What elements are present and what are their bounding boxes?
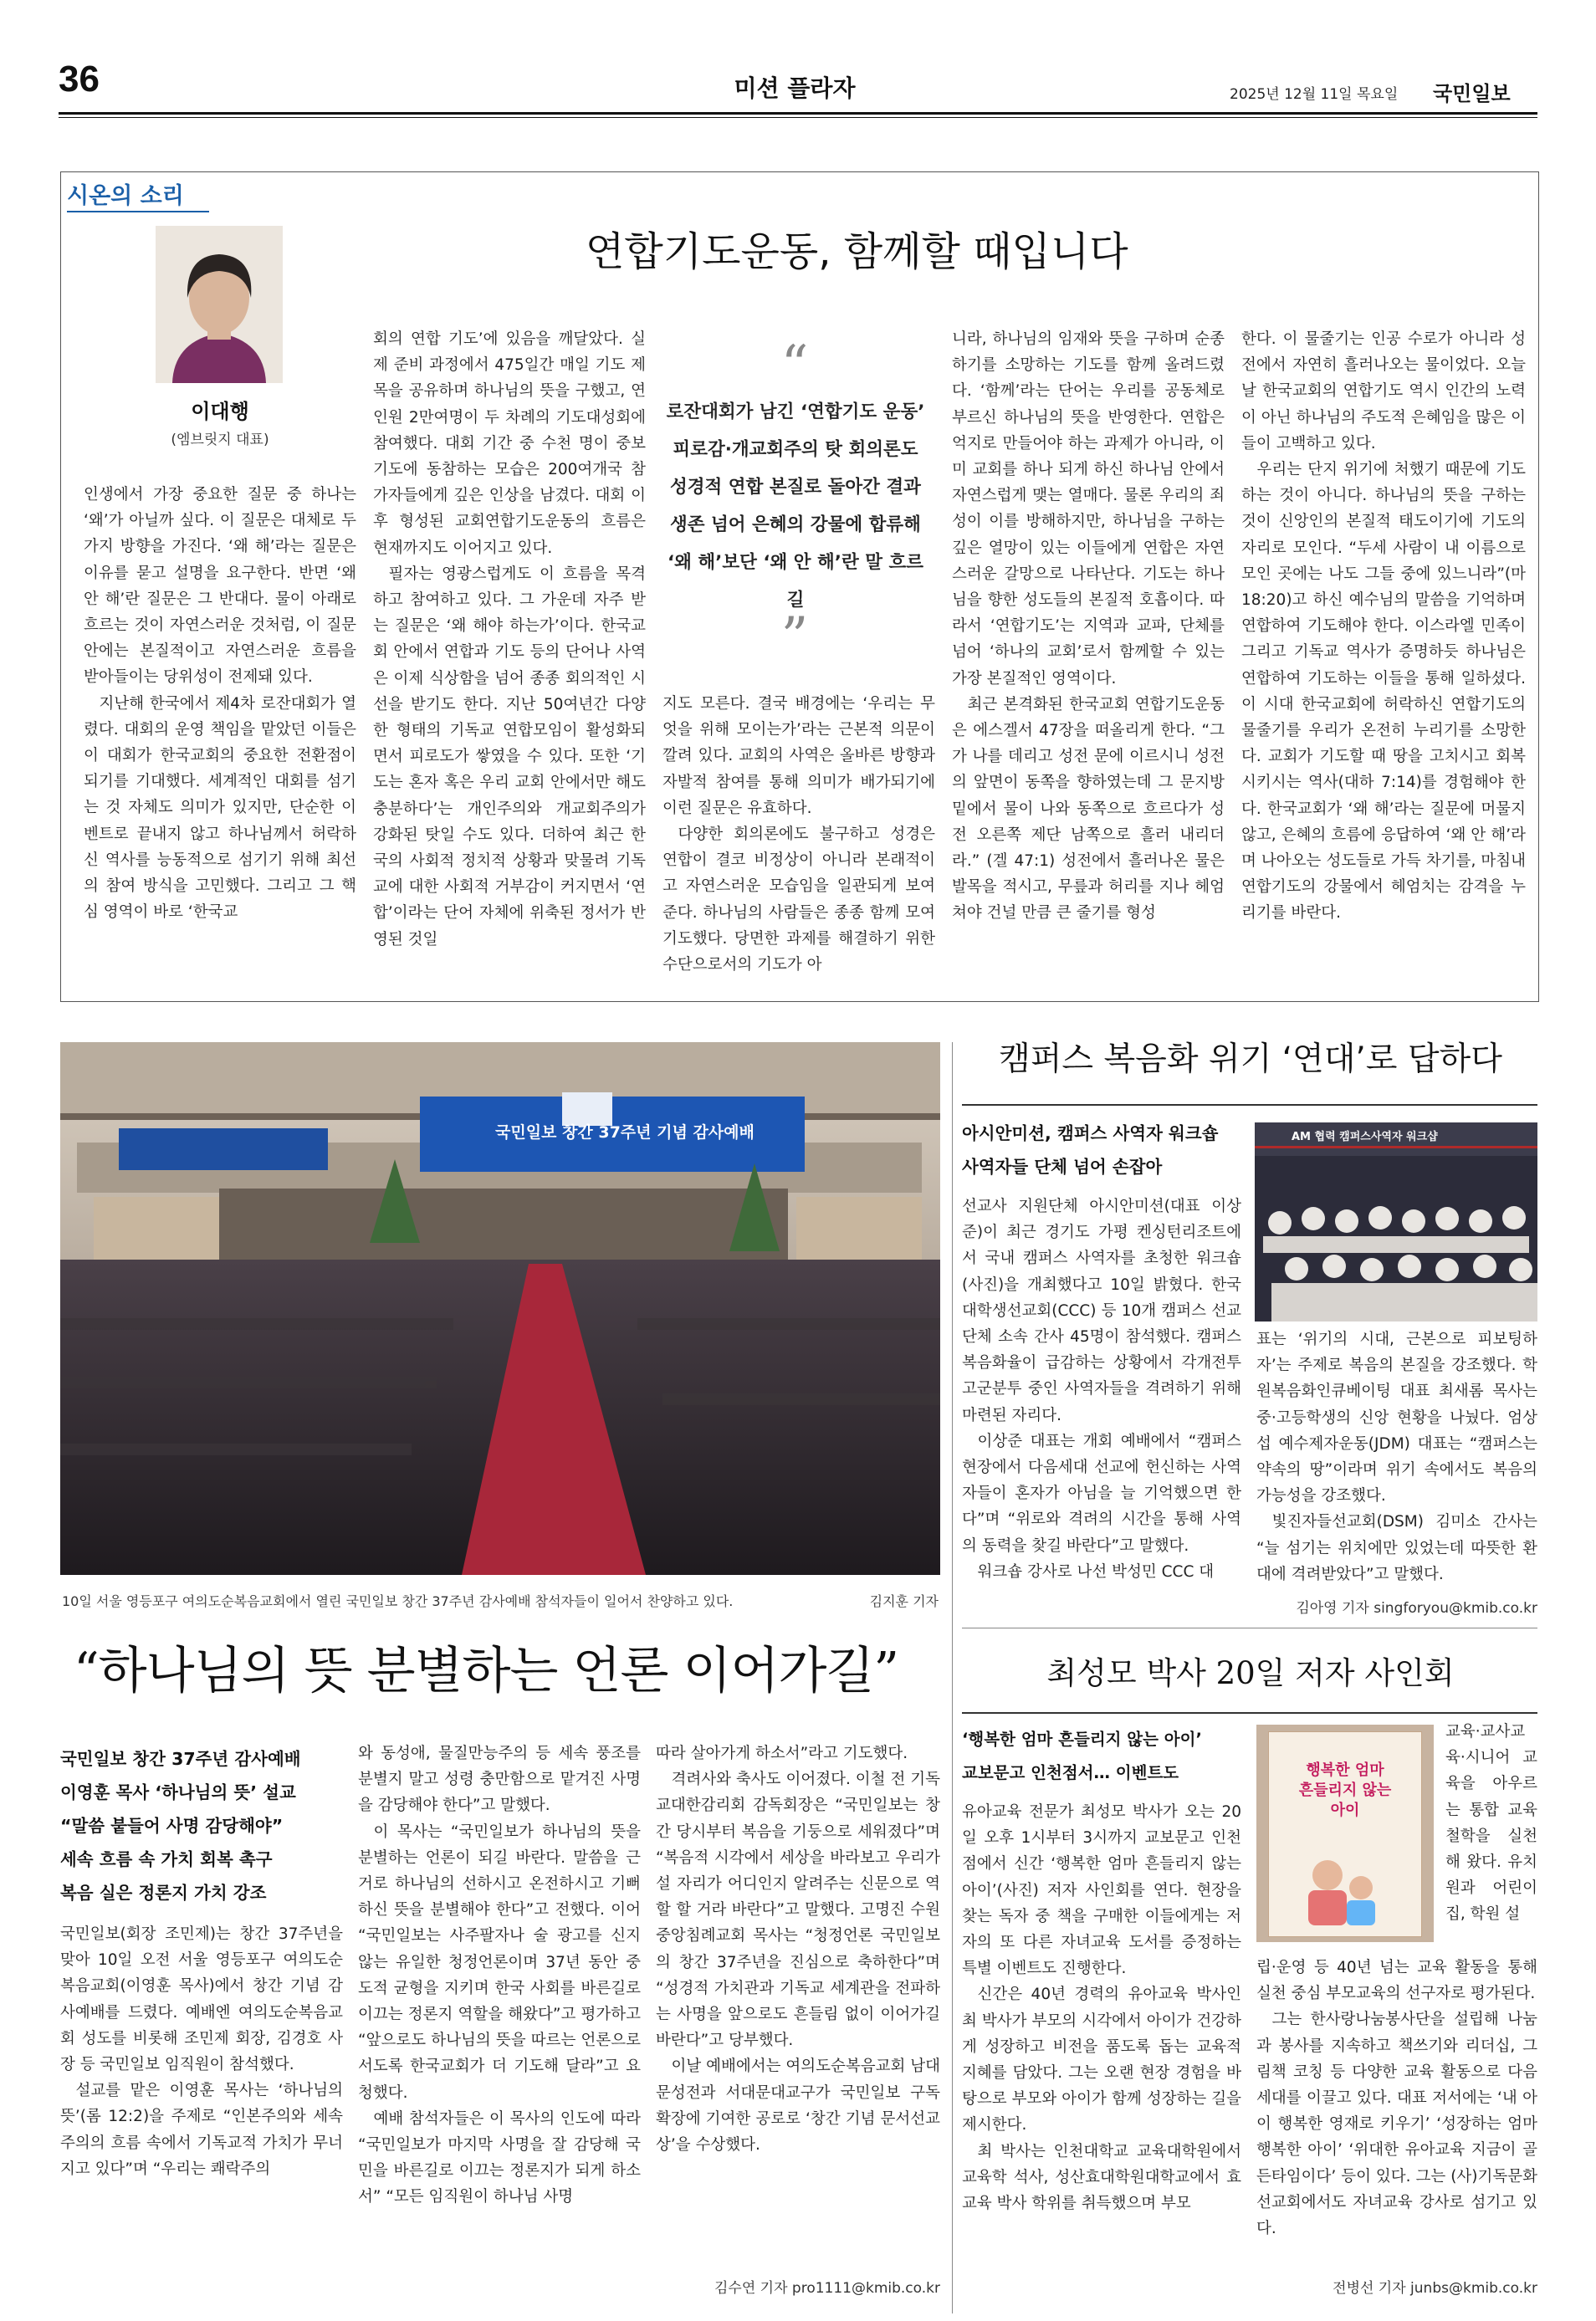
paragraph: 우리는 단지 위기에 처했기 때문에 기도하는 것이 아니다. 하나님의 뜻을 구하는 것이 신앙인의 본질적 태도이기에 기도의 자리로 모인다. “두세 사람이 내 이름으로 모인 곳에는 나도 그들 중에 있느니라”(마 18:20)고 하신 예수님의 말씀을 기억하며 연합하여 기도해야 한다. 이스라엘 민족이 그리고 기독교 역사가 증명하듯 하나님은 연합하여 기도하는 이들을 통해 일하셨다. 이 시대 한국교회에 허락하신 연합기도의 물줄기를 우리가 온전히 누리기를 소망한다. 교회가 기도할 때 땅을 고치시고 회복시키시는 역사(대하 7:14)를 경험해야 한다. 한국교회가 ‘왜 해’라는 질문에 머물지 않고, 은혜의 흐름에 응답하여 ‘왜 안 해’라며 나아오는 성도들로 가득 차기를, 마침내 연합기도의 강물에서 헤엄치는 감격을 누리기를 바란다.	[1241, 461, 1526, 923]
column-text-col3	[662, 691, 935, 990]
column-text-col1	[84, 482, 356, 990]
main-headline: “하나님의 뜻 분별하는 언론 이어가길”	[74, 1642, 899, 1700]
main-text-col1	[60, 1921, 343, 2314]
book-cover-title-2: 흔들리지 않는	[1298, 1782, 1392, 1799]
paragraph: 격려사와 축사도 이어졌다. 이철 전 기독교대한감리회 감독회장은 “국민일보는 창간 당시부터 복음을 기둥으로 세워졌다”며 “복음적 시각에서 세상을 바라보고 우리가 설 자리가 어디인지 알려주는 신문으로 역할 할 거라 바란다”고 말했다. 고명진 수원중앙침례교회 목사는 “청정언론 국민일보의 창간 37주년을 진심으로 축하한다”며 “성경적 가치관과 기독교 세계관을 전파하는 사명을 앞으로도 흔들림 없이 이어가길 바란다”고 당부했다.	[656, 1771, 940, 2050]
paragraph: 필자는 영광스럽게도 이 흐름을 목격하고 참여하고 있다. 그 가운데 자주 받는 질문은 ‘왜 해야 하는가’이다. 한국교회 안에서 연합과 기도 등의 단어나 사역은 이제 식상함을 넘어 종종 회의적인 시선을 받기도 한다. 지난 50여년간 다양한 형태의 기독교 연합모임이 활성화되면서 피로도가 쌓였을 수 있다. 또한 ‘기도는 혼자 혹은 우리 교회 안에서만 해도 충분하다’는 개인주의와 개교회주의가 강화된 탓일 수도 있다. 더하여 최근 한국의 사회적 정치적 상황과 맞물려 기독교에 대한 사회적 거부감이 커지면서 ‘연합’이라는 단어 자체에 위축된 정서가 반영된 것일	[373, 565, 646, 948]
paragraph: 최 박사는 인천대학교 교육대학원에서 교육학 석사, 성산효대학원대학교에서 효교육 박사 학위를 취득했으며 부모	[962, 2142, 1241, 2213]
paragraph: 표는 ‘위기의 시대, 근본으로 피보팅하자’는 주제로 복음의 본질을 강조했다. 학원복음화인큐베이팅 대표 최새롬 목사는 중·고등학생의 신앙 현황을 나눴다. 엄상섭 예수제자운동(JDM) 대표는 “캠퍼스는 약속의 땅”이라며 위기 속에서도 복음의 가능성을 강조했다.	[1256, 1331, 1537, 1506]
open-quote-icon: “	[780, 335, 809, 396]
paragraph: 선교사 지원단체 아시안미션(대표 이상준)이 최근 경기도 가평 켄싱턴리조트에서 국내 캠퍼스 사역자를 초청한 워크숍(사진)을 개최했다고 10일 밝혔다. 한국대학생선교회(CCC) 등 10개 캠퍼스 선교단체 소속 간사 45명이 참석했다. 캠퍼스 복음화율이 급감하는 상황에서 각개전투 고군분투 중인 사역자들을 격려하기 위해 마련된 자리다.	[962, 1198, 1241, 1424]
photo-credit: 김지훈 기자	[869, 1593, 939, 1609]
subhead: 교보문고 인천점서… 이벤트도	[962, 1763, 1179, 1782]
campus-byline: 김아영 기자 singforyou@kmib.co.kr	[1296, 1600, 1537, 1617]
page-number: 36	[59, 59, 100, 100]
paragraph: 니라, 하나님의 임재와 뜻을 구하며 순종하기를 소망하는 기도를 함께 올려드렸다. ‘함께’라는 단어는 우리를 공동체로 부르신 하나님의 뜻을 반영한다. 연합은 억지로 만들어야 하는 과제가 아니라, 이미 교회를 하나 되게 하신 하나님 안에서 자연스럽게 맺는 열매다. 물론 우리의 죄성이 이를 방해하지만, 하나님을 구하는 깊은 열망이 있는 이들에게 연합은 자연스러운 갈망으로 나타난다. 기도는 하나님을 향한 성도들의 본질적 호흡이다. 따라서 ‘연합기도’는 지역과 교파, 단체를 넘어 ‘하나의 교회’로서 함께할 수 있는 가장 본질적인 영역이다.	[952, 330, 1225, 688]
paragraph: 유아교육 전문가 최성모 박사가 오는 20일 오후 1시부터 3시까지 교보문고 인천점에서 신간 ‘행복한 엄마 흔들리지 않는 아이’(사진) 저자 사인회를 연다. 현장을 찾는 독자 중 책을 구매한 이들에게는 저자의 또 다른 자녀교육 도서를 증정하는 특별 이벤트도 진행한다.	[962, 1803, 1241, 1978]
paragraph: 따라 살아가게 하소서”라고 기도했다.	[656, 1745, 908, 1762]
subhead: 아시안미션, 캠퍼스 사역자 워크숍	[962, 1123, 1219, 1143]
book-headline: 최성모 박사 20일 저자 사인회	[1046, 1655, 1455, 1691]
header-rule-thin	[59, 117, 1537, 118]
paragraph: 한다. 이 물줄기는 인공 수로가 아니라 성전에서 자연히 흘러나오는 물이었다. 오늘날 한국교회의 연합기도 역시 인간의 노력이 아닌 하나님의 주도적 은혜임을 많은 이들이 고백하고 있다.	[1241, 330, 1526, 452]
main-text-col2	[358, 1741, 641, 2314]
paragraph: 다양한 회의론에도 불구하고 성경은 연합이 결코 비정상이 아니라 본래적이고 자연스러운 모습임을 일관되게 보여준다. 하나님의 사람들은 종종 함께 모여 기도했다. 당면한 과제를 해결하기 위한 수단으로서의 기도가 아	[662, 826, 935, 974]
paragraph: 회의 연합 기도’에 있음을 깨달았다. 실제 준비 과정에서 475일간 매일 기도 제목을 공유하며 하나님의 뜻을 구했고, 연인원 2만여명이 두 차례의 기도대성회에 참여했다. 대회 기간 중 수천 명이 중보기도에 동참하는 모습은 200여개국 참가자들에게 깊은 인상을 남겼다. 대회 이후 형성된 교회연합기도운동의 흐름은 현재까지도 이어지고 있다.	[373, 330, 646, 557]
paragraph: 빛진자들선교회(DSM) 김미소 간사는 “늘 섬기는 위치에만 있었는데 따뜻한 환대에 격려받았다”고 말했다.	[1256, 1513, 1537, 1583]
paragraph: 와 동성애, 물질만능주의 등 세속 풍조를 분별지 말고 성령 충만함으로 맡겨진 사명을 감당해야 한다”고 말했다.	[358, 1745, 641, 1815]
paragraph: 예배 참석자들은 이 목사의 인도에 따라 “국민일보가 마지막 사명을 잘 감당해 국민을 바른길로 이끄는 정론지가 되게 하소서” “모든 임직원이 하나님 사명	[358, 2109, 641, 2206]
main-subheads	[60, 1742, 345, 1909]
column-pull-quote	[661, 393, 930, 619]
photo-banner-text: 국민일보 창간 37주년 기념 감사예배	[495, 1123, 755, 1142]
campus-headline: 캠퍼스 복음화 위기 ‘연대’로 답하다	[999, 1040, 1502, 1078]
campus-workshop-photo	[1255, 1122, 1537, 1322]
column-label-rule	[67, 211, 209, 212]
pull-quote-line: 성경적 연합 본질로 돌아간 결과	[670, 477, 921, 498]
subhead: 복음 실은 정론지 가치 강조	[60, 1883, 267, 1903]
section-title: 미션 플라자	[734, 74, 856, 102]
paragraph: 그는 한사랑나눔봉사단을 설립해 나눔과 봉사를 지속하고 책쓰기와 리더십, 그림책 코칭 등 다양한 교육 활동으로 다음세대를 이끌고 있다. 대표 저서에는 ‘내 아이 행복한 영재로 키우기’ ‘성장하는 엄마 행복한 아이’ ‘위대한 유아교육 지금이 골든타임이다’ 등이 있다. 그는 (사)기독문화선교회에서도 자녀교육 강사로 섬기고 있다.	[1256, 2011, 1537, 2238]
paragraph: 신간은 40년 경력의 유아교육 박사인 최 박사가 부모의 시각에서 아이가 건강하게 성장하고 비전을 품도록 돕는 교육적 지혜를 담았다. 그는 오랜 현장 경험을 바탕으로 부모와 아이가 함께 성장하는 길을 제시한다.	[962, 1986, 1241, 2134]
campus-subheads	[962, 1117, 1238, 1184]
main-byline: 김수연 기자 pro1111@kmib.co.kr	[714, 2280, 940, 2297]
book-cover-title-3: 아이	[1330, 1802, 1360, 1819]
book-rule	[962, 1712, 1537, 1714]
column-text-col5	[1241, 326, 1526, 990]
column-label: 시온의 소리	[67, 183, 184, 209]
pull-quote-line: 생존 넘어 은혜의 강물에 합류해	[670, 514, 921, 535]
subhead: “말씀 붙들어 사명 감당해야”	[60, 1816, 284, 1836]
campus-text-col2	[1256, 1327, 1537, 1590]
column-text-col4	[952, 326, 1225, 990]
author-photo	[156, 226, 283, 383]
campus-rule	[962, 1104, 1537, 1106]
book-cover-title-1: 행복한 엄마	[1306, 1761, 1384, 1779]
book-text-col2a	[1445, 1719, 1537, 1953]
subhead: 사역자들 단체 넘어 손잡아	[962, 1157, 1163, 1177]
subhead: 국민일보 창간 37주년 감사예배	[60, 1749, 301, 1769]
paragraph: 립·운영 등 40년 넘는 교육 활동을 통해 실천 중심 부모교육의 선구자로 평가된다.	[1256, 1959, 1537, 2003]
paragraph: 설교를 맡은 이영훈 목사는 ‘하나님의 뜻’(롬 12:2)을 주제로 “인본주의와 세속주의의 흐름 속에서 기독교적 가치가 무너지고 있다”며 “우리는 쾌락주의	[60, 2082, 343, 2178]
header-rule	[59, 112, 1537, 115]
author-role: (엠브릿지 대표)	[171, 432, 269, 448]
paragraph: 지난해 한국에서 제4차 로잔대회가 열렸다. 대회의 운영 책임을 맡았던 이들은 이 대회가 한국교회의 중요한 전환점이 되기를 기대했다. 세계적인 대회를 섬기는 것 자체도 의미가 있지만, 단순한 이벤트로 끝내지 않고 하나님께서 허락하신 역사를 능동적으로 섬기기 위해 최선의 참여 방식을 고민했다. 그리고 그 핵심 영역이 바로 ‘한국교	[84, 694, 356, 922]
paragraph: 최근 본격화된 한국교회 연합기도운동은 에스겔서 47장을 떠올리게 한다. “그가 나를 데리고 성전 문에 이르시니 성전의 앞면이 동쪽을 향하였는데 그 문지방 밑에서 물이 나와 동쪽으로 흐르다가 성전 오른쪽 제단 남쪽으로 흘러 내리더라.” (겔 47:1) 성전에서 흘러나온 물은 발목을 적시고, 무릎과 허리를 지나 헤엄쳐야 건널 만큼 큰 줄기를 형성	[952, 695, 1225, 923]
vertical-divider	[952, 1042, 953, 2313]
author-name: 이대행	[191, 400, 249, 423]
paragraph: 이상준 대표는 개회 예배에서 “캠퍼스 현장에서 다음세대 선교에 헌신하는 사역자들이 혼자가 아님을 늘 기억했으면 한다”며 “위로와 격려의 시간을 통해 사역의 동력을 찾길 바란다”고 말했다.	[962, 1432, 1241, 1555]
campus-photo-banner: AM 협력 캠퍼스사역자 워크샵	[1292, 1131, 1438, 1143]
paragraph: 워크숍 강사로 나선 박성민 CCC 대	[977, 1562, 1215, 1581]
issue-date: 2025년 12월 11일 목요일	[1230, 86, 1399, 103]
paragraph: 국민일보(회장 조민제)는 창간 37주년을 맞아 10일 오전 서울 영등포구 여의도순복음교회(이영훈 목사)에서 창간 기념 감사예배를 드렸다. 예배엔 여의도순복음교회 성도를 비롯해 조민제 회장, 김경호 사장 등 국민일보 임직원이 참석했다.	[60, 1925, 343, 2074]
column-title: 연합기도운동, 함께할 때입니다	[586, 228, 1128, 275]
column-text-col2	[373, 326, 646, 990]
book-text-col1	[962, 1799, 1241, 2314]
subhead: 세속 흐름 속 가치 회복 촉구	[60, 1849, 273, 1869]
campus-text-col1	[962, 1194, 1241, 1615]
paragraph: 이 목사는 “국민일보가 하나님의 뜻을 분별하는 언론이 되길 바란다. 말씀을 근거로 하나님의 선하시고 온전하시고 기뻐하신 뜻을 분별해야 한다”고 전했다. 이어 “국민일보는 사주팔자나 술 광고를 신지 않는 유일한 청정언론이며 37년 동안 중도적 균형을 지키며 한국 사회를 바른길로 이끄는 정론지 역할을 해왔다”고 평가하고 “앞으로도 하나님의 뜻을 따르는 언론으로 서도록 한국교회가 더 기도해 달라”고 요청했다.	[358, 1823, 641, 2102]
masthead: 국민일보	[1433, 82, 1511, 105]
book-cover-photo	[1256, 1725, 1434, 1942]
book-text-col2b	[1256, 1955, 1537, 2269]
book-subheads	[962, 1723, 1238, 1790]
subhead: 이영훈 목사 ‘하나님의 뜻’ 설교	[60, 1782, 296, 1802]
pull-quote-line: ‘왜 해’보단 ‘왜 안 해’란 말 흐르길	[667, 552, 924, 611]
paragraph: 이날 예배에서는 여의도순복음교회 남대문성전과 서대문대교구가 국민일보 구독 확장에 기여한 공로로 ‘창간 기념 문서선교상’을 수상했다.	[656, 2058, 940, 2155]
close-quote-icon: ”	[780, 606, 809, 668]
pull-quote-line: 피로감·개교회주의 탓 회의론도	[673, 439, 918, 460]
paragraph: 지도 모른다. 결국 배경에는 ‘우리는 무엇을 위해 모이는가’라는 근본적 의문이 깔려 있다. 교회의 사역은 올바른 방향과 자발적 참여를 통해 의미가 배가되기에 이런 질문은 유효하다.	[662, 695, 935, 817]
subhead: ‘행복한 엄마 흔들리지 않는 아이’	[962, 1730, 1202, 1749]
pull-quote-line: 로잔대회가 남긴 ‘연합기도 운동’	[666, 401, 925, 422]
paragraph: 교육·교사교육·시니어 교육을 아우르는 통합 교육 철학을 실천해 왔다. 유치원과 어린이집, 학원 설	[1445, 1723, 1537, 1924]
photo-caption: 10일 서울 영등포구 여의도순복음교회에서 열린 국민일보 창간 37주년 감사예배 참석자들이 일어서 찬양하고 있다.	[62, 1593, 734, 1609]
paragraph: 인생에서 가장 중요한 질문 중 하나는 ‘왜’가 아닐까 싶다. 이 질문은 대체로 두 가지 방향을 가진다. ‘왜 해’라는 질문은 이유를 묻고 설명을 요구한다. 반면 ‘왜 안 해’란 질문은 그 반대다. 물이 아래로 흐르는 것이 자연스러운 것처럼, 이 질문 안에는 본질적이고 자연스러운 흐름을 받아들이는 당위성이 전제돼 있다.	[84, 486, 356, 687]
worship-photo	[60, 1042, 940, 1575]
main-text-col3	[656, 1741, 940, 2261]
book-byline: 전병선 기자 junbs@kmib.co.kr	[1333, 2280, 1537, 2297]
